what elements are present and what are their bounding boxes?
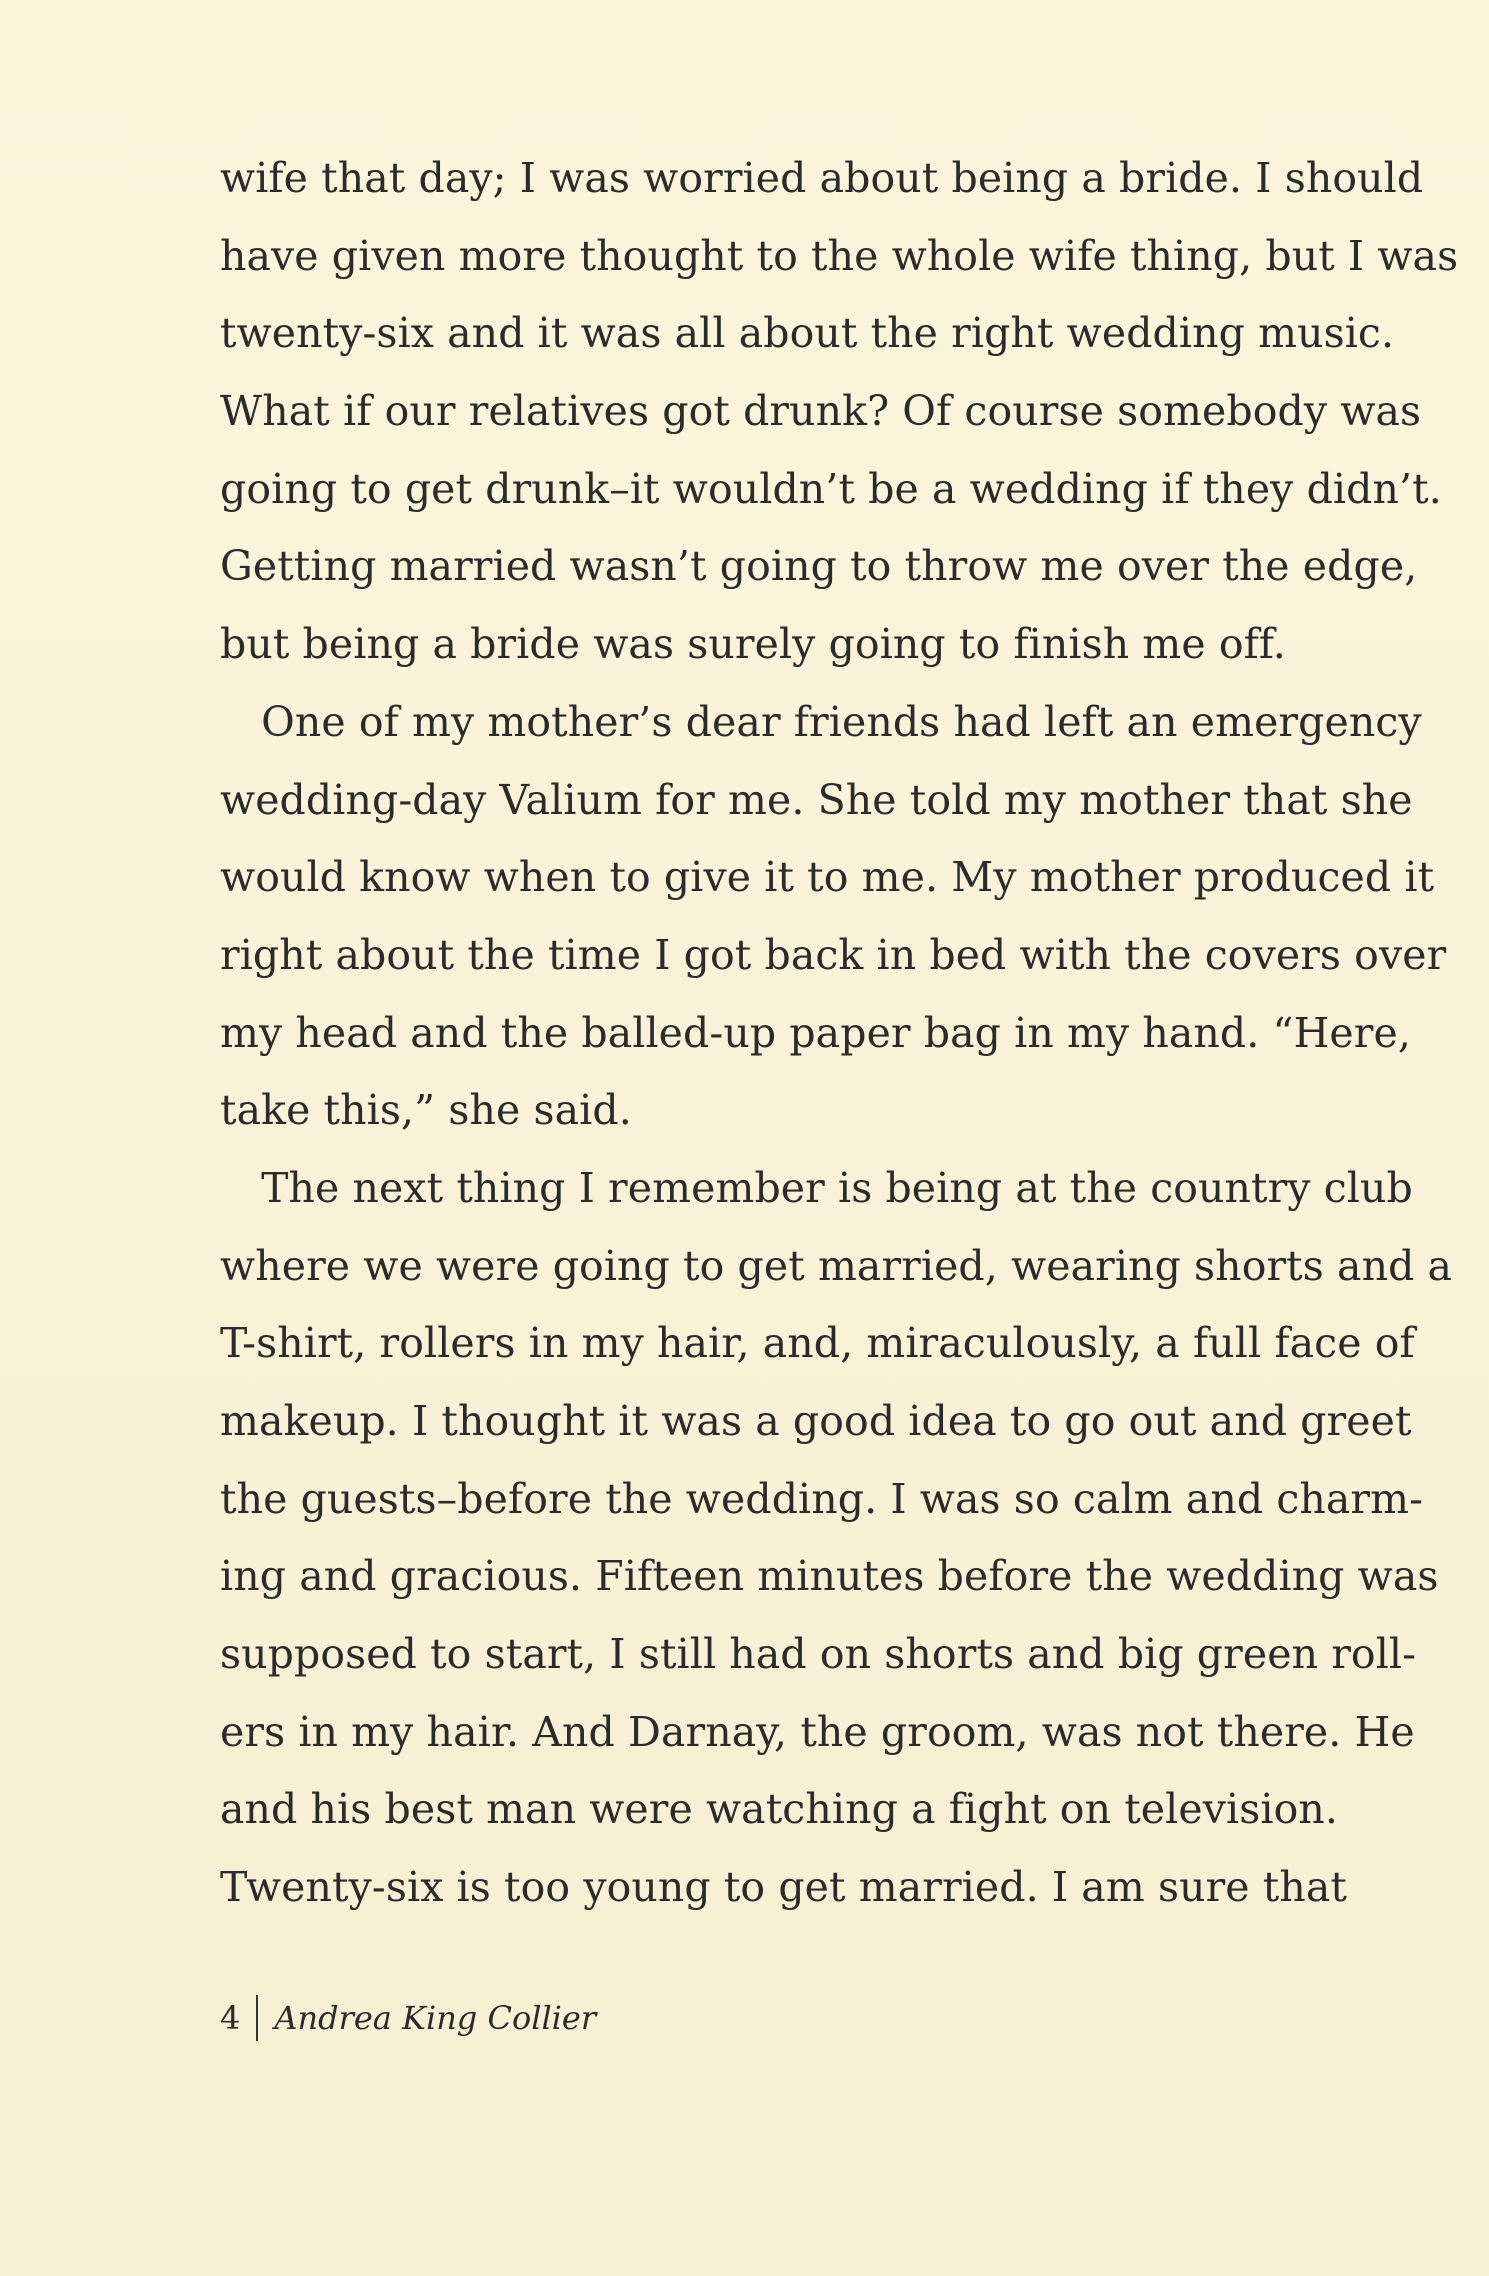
text-line: wife that day; I was worried about being a bride. I should <box>220 154 1424 202</box>
text-line: Getting married wasn’t going to throw me over the edge, <box>220 542 1418 591</box>
text-line: ing and gracious. Fifteen minutes before the wedding was <box>220 1552 1439 1601</box>
text-line: wedding-day Valium for me. She told my mother that she <box>220 775 1413 824</box>
text-line: supposed to start, I still had on shorts and big green roll- <box>220 1630 1417 1679</box>
text-line: makeup. I thought it was a good idea to go out and greet <box>220 1397 1412 1445</box>
text-line: right about the time I got back in bed with the covers over <box>220 930 1447 979</box>
text-line: would know when to give it to me. My mother produced it <box>220 853 1435 902</box>
text-line: my head and the balled-up paper bag in my hand. “Here, <box>220 1008 1411 1057</box>
text-line: going to get drunk–it wouldn’t be a wedding if they didn’t. <box>220 464 1442 513</box>
text-line: have given more thought to the whole wife thing, but I was <box>220 231 1459 280</box>
text-line: One of my mother’s dear friends had left an emergency <box>220 697 1422 746</box>
text-line: the guests–before the wedding. I was so calm and charm- <box>220 1474 1424 1523</box>
text-line: where we were going to get married, wearing shorts and a <box>220 1241 1453 1290</box>
text-line: and his best man were watching a fight on television. <box>220 1785 1338 1834</box>
text-line: What if our relatives got drunk? Of course somebody was <box>220 387 1422 436</box>
text-line: T-shirt, rollers in my hair, and, miraculously, a full face of <box>220 1319 1415 1368</box>
text-line: The next thing I remember is being at the country club <box>220 1163 1413 1212</box>
page-footer <box>220 1995 596 2041</box>
text-line: twenty-six and it was all about the right wedding music. <box>220 309 1395 358</box>
text-line: ers in my hair. And Darnay, the groom, was not there. He <box>220 1707 1415 1756</box>
text-line: but being a bride was surely going to finish me off. <box>220 620 1286 669</box>
text-line: take this,” she said. <box>220 1086 632 1135</box>
text-line: Twenty-six is too young to get married. I am sure that <box>220 1863 1347 1912</box>
footer-divider <box>256 1995 258 2041</box>
page-number: 4 <box>220 1999 241 2037</box>
author-name: Andrea King Collier <box>274 1999 597 2037</box>
body-text <box>220 140 1459 1927</box>
